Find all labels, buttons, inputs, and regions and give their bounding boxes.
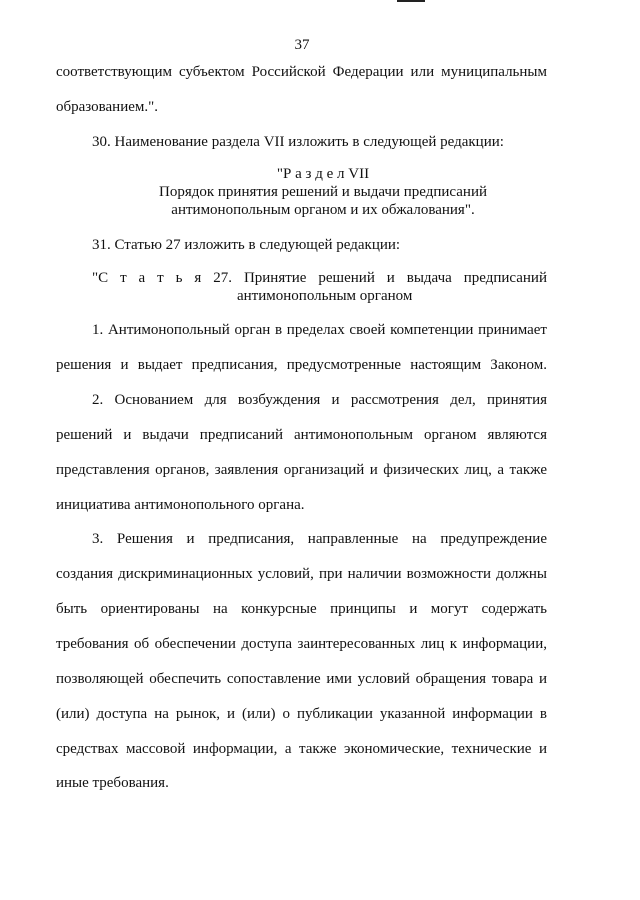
paragraph-1: 1. Антимонопольный орган в пределах своей компетенции принимает [92,322,547,338]
amendment-item-30: 30. Наименование раздела VII изложить в следующей редакции: [92,134,504,150]
paragraph-2: представления органов, заявления организаций и физических лиц, а также [56,462,547,478]
paragraph-3: быть ориентированы на конкурсные принципы и могут содержать [56,601,547,617]
paragraph-3: требования об обеспечении доступа заинтересованных лиц к информации, [56,636,547,652]
body-line: образованием.". [56,99,158,115]
section-heading: "Р а з д е л VII [276,166,370,182]
article-heading: "С т а т ь я 27. Принятие решений и выдача предписаний [92,270,547,286]
paragraph-3: средствах массовой информации, а также экономические, технические и [56,741,547,757]
amendment-item-31: 31. Статью 27 изложить в следующей редакции: [92,237,401,253]
body-line: соответствующим субъектом Российской Федерации или муниципальным [56,64,547,80]
top-rule [397,0,425,2]
article-heading-cont: антимонопольным органом [237,288,413,304]
page-number: 37 [294,37,310,53]
paragraph-2: решений и выдачи предписаний антимонопольным органом являются [56,427,547,443]
paragraph-1: решения и выдает предписания, предусмотренные настоящим Законом. [56,357,547,373]
section-title-line: антимонопольным органом и их обжалования". [171,202,475,218]
paragraph-3: позволяющей обеспечить сопоставление ими условий обращения товара и [56,671,547,687]
paragraph-3: (или) доступа на рынок, и (или) о публикации указанной информации в [56,706,547,722]
paragraph-3: иные требования. [56,775,169,791]
paragraph-3: 3. Решения и предписания, направленные на предупреждение [92,531,547,547]
section-title-line: Порядок принятия решений и выдачи предписаний [158,184,487,200]
paragraph-3: создания дискриминационных условий, при наличии возможности должны [56,566,547,582]
paragraph-2: 2. Основанием для возбуждения и рассмотрения дел, принятия [92,392,547,408]
paragraph-2: инициатива антимонопольного органа. [56,497,305,513]
